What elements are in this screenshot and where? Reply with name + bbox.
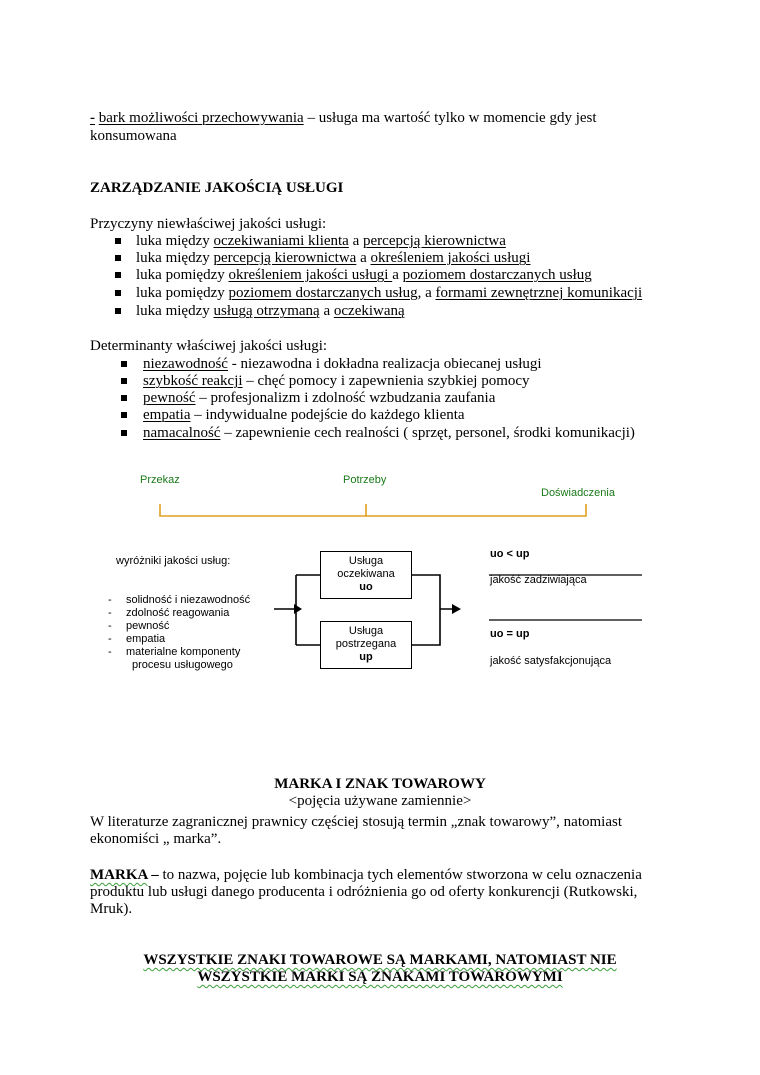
arrow-right-head xyxy=(452,604,461,614)
list-item: szybkość reakcji – chęć pomocy i zapewnienia szybkiej pomocy xyxy=(143,373,530,389)
final-statement-line-2: WSZYSTKIE MARKI SĄ ZNAKAMI TOWAROWYMI xyxy=(197,969,563,985)
list-item: luka pomiędzy określeniem jakości usługi a poziomem dostarczanych usług xyxy=(136,267,592,283)
list-item: solidność i niezawodność xyxy=(126,594,251,606)
section-heading-brand: MARKA I ZNAK TOWAROWY xyxy=(274,776,486,792)
list-item-dash: - xyxy=(108,646,112,658)
final-statement-line-1: WSZYSTKIE ZNAKI TOWAROWE SĄ MARKAMI, NATOMIAST NIE xyxy=(143,952,617,968)
para-literature-line-1: W literaturze zagranicznej prawnicy częściej stosują termin „znak towarowy”, natomiast xyxy=(90,814,622,830)
definition-dash: – xyxy=(147,867,163,883)
formula-uo-lt-up: uo < up xyxy=(490,548,530,560)
list-item: luka między usługą otrzymaną a oczekiwaną xyxy=(136,303,405,319)
list-item: namacalność – zapewnienie cech realności ( sprzęt, personel, środki komunikacji) xyxy=(143,425,635,441)
intro-term: bark możliwości przechowywania xyxy=(98,110,304,126)
list-item-dash: - xyxy=(108,607,112,619)
box-expected-service: Usługa oczekiwana uo xyxy=(320,551,412,599)
list-item-dash: - xyxy=(108,594,112,606)
determinants-title: Determinanty właściwej jakości usługi: xyxy=(90,338,328,354)
list-item: empatia – indywidualne podejście do każdego klienta xyxy=(143,407,465,423)
list-item: pewność xyxy=(126,620,170,632)
list-item: niezawodność - niezawodna i dokładna realizacja obiecanej usługi xyxy=(143,356,542,372)
diagram-label-potrzeby: Potrzeby xyxy=(343,474,387,486)
list-item-dash: - xyxy=(108,620,112,632)
box-perceived-service: Usługa postrzegana up xyxy=(320,621,412,669)
intro-line-2: konsumowana xyxy=(90,128,177,144)
list-item: materialne komponenty xyxy=(126,646,241,658)
para-literature-line-2: ekonomiści „ marka”. xyxy=(90,831,222,847)
list-item: zdolność reagowania xyxy=(126,607,230,619)
list-item: empatia xyxy=(126,633,166,645)
section-subheading: <pojęcia używane zamiennie> xyxy=(288,793,472,809)
bracket xyxy=(160,504,586,516)
list-item: pewność – profesjonalizm i zdolność wzbudzania zaufania xyxy=(143,390,496,406)
section-heading-quality: ZARZĄDZANIE JAKOŚCIĄ USŁUGI xyxy=(90,180,344,196)
branch-right xyxy=(412,575,452,645)
label-satisfying-quality: jakość satysfakcjonująca xyxy=(490,655,612,667)
list-item: luka pomiędzy poziomem dostarczanych usług, a formami zewnętrznej komunikacji xyxy=(136,285,643,301)
formula-uo-eq-up: uo = up xyxy=(490,628,530,640)
definition-line-2: produktu lub usługi danego producenta i odróżnienia go od oferty konkurencji (Rutkowski, xyxy=(90,884,638,900)
definition-line-3: Mruk). xyxy=(90,901,133,917)
causes-title: Przyczyny niewłaściwej jakości usługi: xyxy=(90,216,327,232)
definition-term: MARKA xyxy=(90,867,148,883)
label-amazing-quality: jakość zadziwiająca xyxy=(490,574,587,586)
diagram-left-title: wyróżniki jakości usług: xyxy=(116,555,231,567)
intro-dash: - xyxy=(90,110,95,126)
list-item-dash: - xyxy=(108,633,112,645)
diagram-label-doswiadczenia: Doświadczenia xyxy=(541,487,615,499)
definition-line-1: MARKA – to nazwa, pojęcie lub kombinacja tych elementów stworzona w celu oznaczenia xyxy=(90,867,642,883)
list-item: luka między percepcją kierownictwa a określeniem jakości usługi xyxy=(136,250,531,266)
list-item: luka między oczekiwaniami klienta a percepcją kierownictwa xyxy=(136,233,506,249)
intro-rest: – usługa ma wartość tylko w momencie gdy jest xyxy=(307,110,597,126)
list-item: procesu usługowego xyxy=(132,659,233,671)
diagram-label-przekaz: Przekaz xyxy=(140,474,180,486)
